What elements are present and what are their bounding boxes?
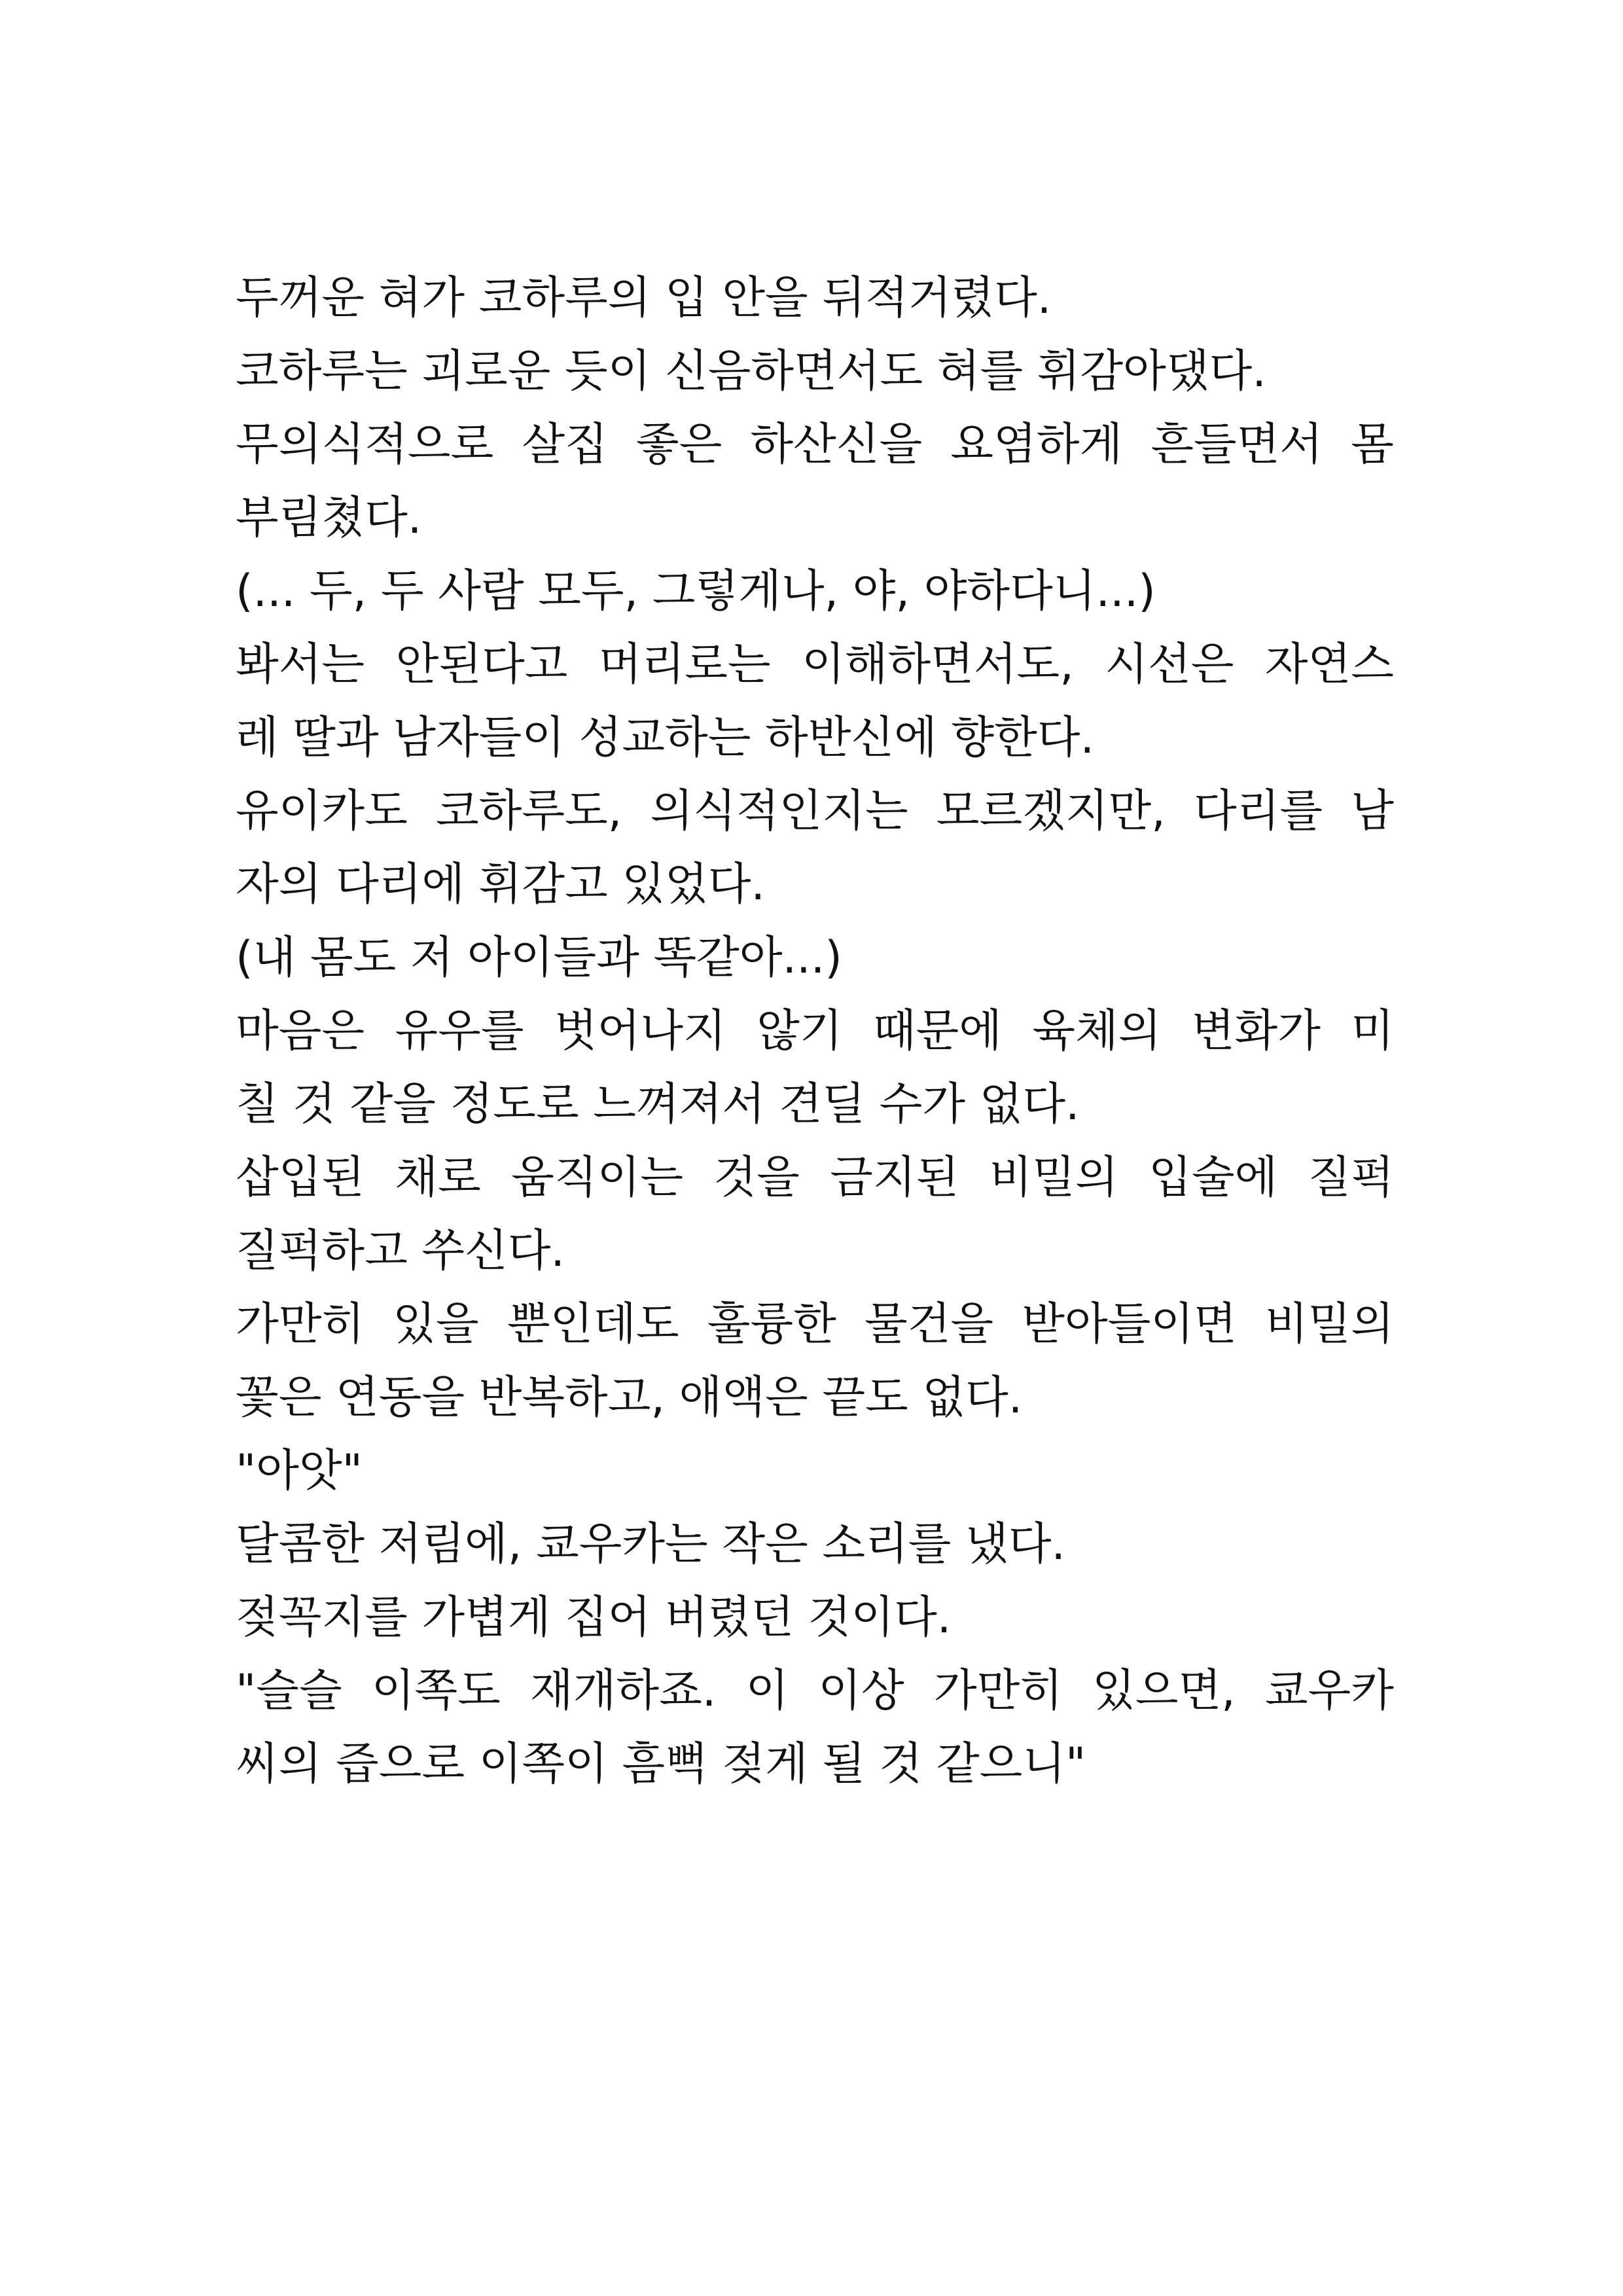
text-line: 씨의 즙으로 이쪽이 흠뻑 젖게 될 것 같으니" bbox=[236, 1738, 1086, 1790]
text-line: (... 두, 두 사람 모두, 그렇게나, 야, 야하다니...) bbox=[236, 565, 1156, 617]
text-line: 가만히 있을 뿐인데도 훌륭한 물건을 받아들이면 비밀의 bbox=[236, 1299, 1394, 1350]
text-line: 무의식적으로 살집 좋은 하산신을 요염하게 흔들면서 몸 bbox=[236, 419, 1394, 471]
text-line: "아앗" bbox=[236, 1445, 363, 1497]
text-line: 코하루는 괴로운 듯이 신음하면서도 혀를 휘감아댔다. bbox=[236, 346, 1266, 397]
text-line: 꽃은 연동을 반복하고, 애액은 끝도 없다. bbox=[236, 1372, 1023, 1424]
text-line: "슬슬 이쪽도 재개하죠. 이 이상 가만히 있으면, 쿄우카 bbox=[236, 1665, 1394, 1717]
body-text bbox=[236, 262, 1394, 1801]
text-line: 부림쳤다. bbox=[236, 492, 422, 544]
text-line: 질퍽하고 쑤신다. bbox=[236, 1225, 565, 1277]
text-line: 삽입된 채로 움직이는 것을 금지된 비밀의 입술에 질퍽 bbox=[236, 1152, 1394, 1204]
text-line: 마음은 유우를 벗어나지 않기 때문에 육체의 변화가 미 bbox=[236, 1005, 1394, 1057]
text-line: 두꺼운 혀가 코하루의 입 안을 뒤적거렸다. bbox=[236, 272, 1052, 324]
text-line: 달콤한 저림에, 쿄우카는 작은 소리를 냈다. bbox=[236, 1518, 1066, 1570]
text-line: 칠 것 같을 정도로 느껴져서 견딜 수가 없다. bbox=[236, 1079, 1080, 1130]
text-line: 유이카도 코하루도, 의식적인지는 모르겠지만, 다리를 남 bbox=[236, 785, 1394, 837]
text-line: 레 딸과 남자들이 성교하는 하반신에 향한다. bbox=[236, 712, 1095, 764]
text-line: 젖꼭지를 가볍게 집어 버렸던 것이다. bbox=[236, 1592, 952, 1643]
text-line: 봐서는 안된다고 머리로는 이해하면서도, 시선은 자연스 bbox=[236, 639, 1394, 691]
text-line: (내 몸도 저 아이들과 똑같아...) bbox=[236, 932, 842, 984]
text-line: 자의 다리에 휘감고 있었다. bbox=[236, 859, 766, 910]
